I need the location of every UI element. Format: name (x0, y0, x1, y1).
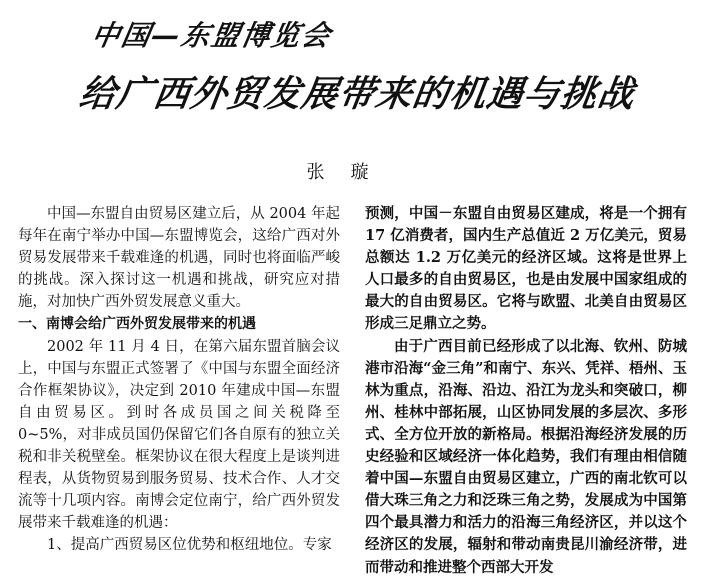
article-kicker: 中国—东盟博览会 (88, 19, 335, 52)
right-column (365, 203, 687, 579)
left-column (18, 203, 340, 557)
section-heading: 一、南博会给广西外贸发展带来的机遇 (18, 316, 256, 333)
body-paragraph: 2002 年 11 月 4 日，在第六届东盟首脑会议上，中国与东盟正式签署了《中国与东盟全面经济合作框架协议》，决定到 2010 年建成中国—东盟自由贸易区。到时各成员国之间关税降至 0~5%，对非成员国仍保留它们各自原有的独立关税和非关税壁垒。框架协议在很大程度上是谈判进程表，从货物贸易到服务贸易、技术合作、人才交流等十几项内容。南博会定位南宁，给广西外贸发展带来千载难逢的机遇： (18, 338, 340, 532)
body-paragraph: 由于广西目前已经形成了以北海、钦州、防城港市沿海“金三角”和南宁、东兴、凭祥、梧州、玉林为重点，沿海、沿边、沿江为龙头和突破口，柳州、桂林中部拓展，山区协同发展的多层次、多形式、全方位开放的新格局。根据沿海经济发展的历史经验和区域经济一体化趋势，我们有理由相信随着中国—东盟自由贸易区建立，广西的南北钦可以借大珠三角之力和泛珠三角之势，发展成为中国第四个最具潜力和活力的沿海三角经济区，并以这个经济区的发展，辐射和带动南贵昆川渝经济带，进而带动和推进整个西部大开发 (365, 337, 687, 576)
body-paragraph: 1、提高广西贸易区位优势和枢纽地位。专家 (47, 537, 332, 554)
article-author: 张璇 (306, 162, 395, 183)
body-paragraph: 预测，中国－东盟自由贸易区建成，将是一个拥有 17 亿消费者，国内生产总值近 2 万亿美元，贸易总额达 1.2 万亿美元的经济区域。这将是世界上人口最多的自由贸易区，也是由发展中国家组成的最大的自由贸易区。它将与欧盟、北美自由贸易区形成三足鼎立之势。 (365, 205, 687, 333)
abstract-paragraph: 中国—东盟自由贸易区建立后，从 2004 年起每年在南宁举办中国—东盟博览会，这给广西对外贸易发展带来千载难逢的机遇，同时也将面临严峻的挑战。深入探讨这一机遇和挑战，研究应对措施，对加快广西外贸发展意义重大。 (18, 206, 340, 311)
article-title: 给广西外贸发展带来的机遇与挑战 (76, 74, 638, 115)
